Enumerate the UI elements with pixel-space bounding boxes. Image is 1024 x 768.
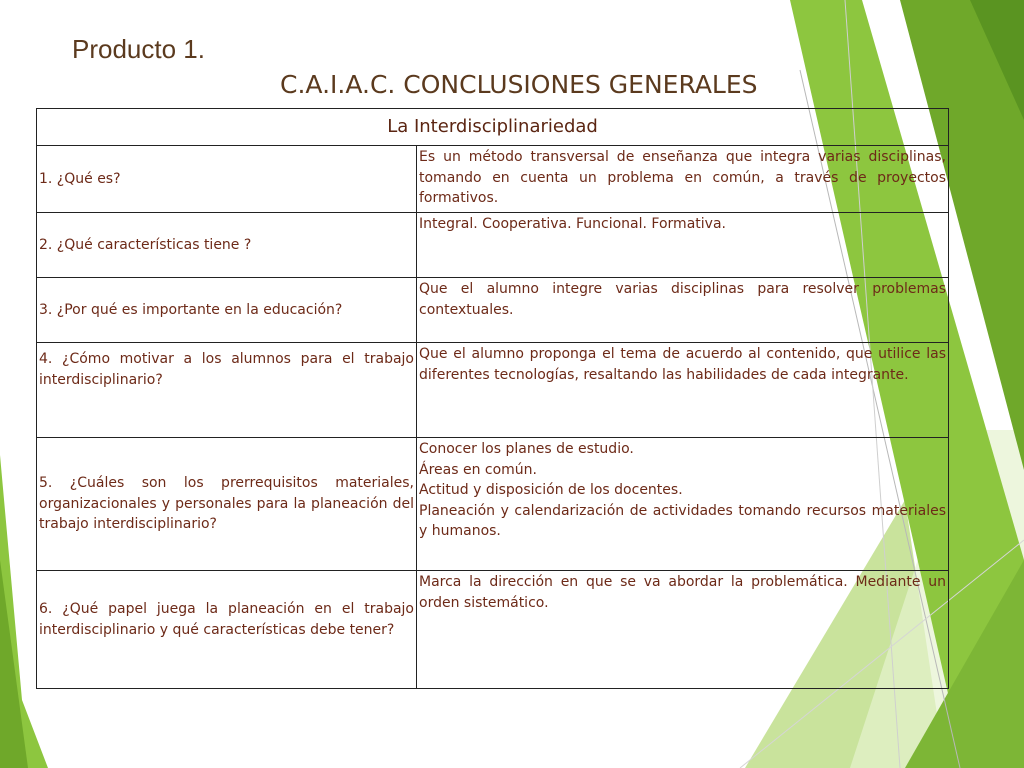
conclusions-table [36,108,949,689]
answer-line: Que el alumno integre varias disciplinas para resolver problemas contextuales. [419,281,947,318]
table-header: La Interdisciplinariedad [37,109,949,146]
table-header-row [37,109,949,146]
question-cell: 6. ¿Qué papel juega la planeación en el trabajo interdisciplinario y qué características debe tener? [37,571,417,689]
question-cell: 2. ¿Qué características tiene ? [37,213,417,278]
answer-line: Que el alumno proponga el tema de acuerdo al contenido, que utilice las diferentes tecnologías, resaltando las habilidades de cada integrante. [419,346,947,383]
answer-cell [417,278,949,343]
question-cell: 4. ¿Cómo motivar a los alumnos para el trabajo interdisciplinario? [37,343,417,438]
answer-cell [417,438,949,571]
answer-line: Integral. Cooperativa. Funcional. Formativa. [419,216,726,232]
table-row [37,213,949,278]
slide-title: Producto 1. [72,34,205,64]
answer-line: Marca la dirección en que se va abordar la problemática. Mediante un orden sistemático. [419,574,947,611]
table-row [37,438,949,571]
answer-line: Es un método transversal de enseñanza que integra varias disciplinas, tomando en cuenta un problema en común, a través de proyectos formativos. [419,149,947,206]
question-cell: 5. ¿Cuáles son los prerrequisitos materiales, organizacionales y personales para la planeación del trabajo interdisciplinario? [37,438,417,571]
question-cell: 3. ¿Por qué es importante en la educación? [37,278,417,343]
table-row [37,343,949,438]
answer-line: Planeación y calendarización de actividades tomando recursos materiales y humanos. [419,502,947,539]
table-row [37,571,949,689]
answer-line: Actitud y disposición de los docentes. [419,482,683,498]
table-row [37,278,949,343]
answer-cell [417,213,949,278]
question-cell: 1. ¿Qué es? [37,146,417,213]
slide-subtitle: C.A.I.A.C. CONCLUSIONES GENERALES [280,70,758,99]
answer-cell [417,343,949,438]
answer-line: Áreas en común. [419,461,537,478]
answer-cell [417,571,949,689]
answer-cell [417,146,949,213]
table-row [37,146,949,213]
answer-line: Conocer los planes de estudio. [419,441,634,457]
